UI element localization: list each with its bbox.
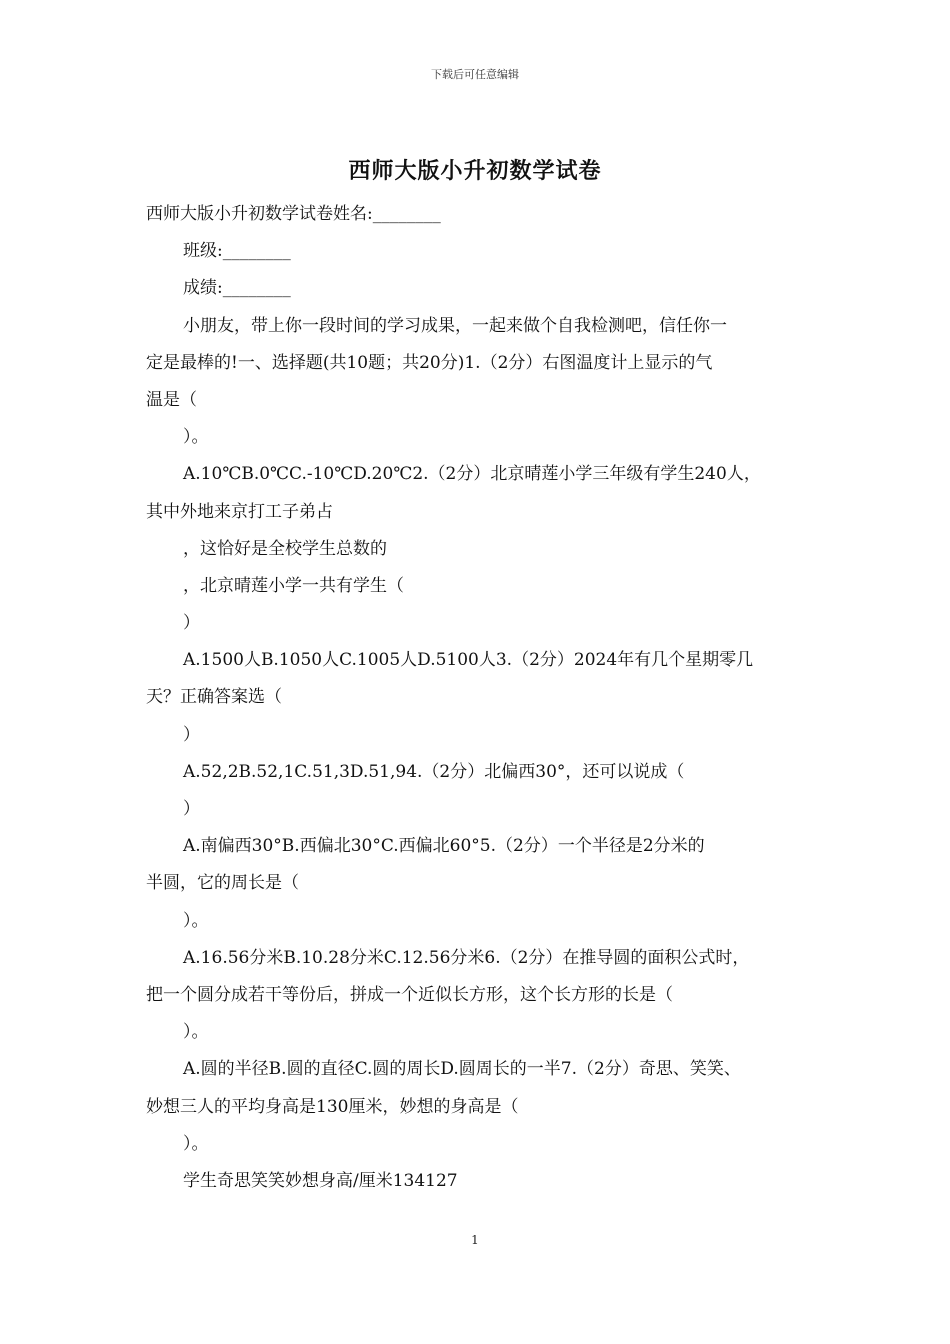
text-line: A.10℃B.0℃C.-10℃D.20℃2.（2分）北京晴莲小学三年级有学生240人， (183, 464, 761, 485)
text-line: A.圆的半径B.圆的直径C.圆的周长D.圆周长的一半7.（2分）奇思、笑笑、 (183, 1059, 741, 1080)
text-line: 学生奇思笑笑妙想身高/厘米134127 (183, 1170, 458, 1191)
text-line: 班级:________ (183, 241, 291, 262)
text-line: A.1500人B.1050人C.1005人D.5100人3.（2分）2024年有几个星期零几 (183, 650, 754, 671)
document-body (146, 196, 810, 1200)
text-line: 成绩:________ (183, 278, 291, 299)
page-number: 1 (471, 1233, 479, 1247)
text-line: 小朋友，带上你一段时间的学习成果，一起来做个自我检测吧，信任你一 (183, 315, 727, 336)
text-line: ） (183, 799, 200, 819)
text-line: 把一个圆分成若干等份后，拼成一个近似长方形，这个长方形的长是（ (146, 984, 673, 1005)
text-line: 天？正确答案选（ (146, 687, 282, 708)
text-line: 半圆，它的周长是（ (146, 873, 299, 894)
text-line: ）。 (183, 427, 209, 448)
header-note: 下载后可任意编辑 (431, 68, 519, 81)
text-line: ）。 (183, 910, 209, 931)
text-line: A.52,2B.52,1C.51,3D.51,94.（2分）北偏西30°，还可以说成（ (183, 761, 685, 782)
text-line: ） (183, 613, 200, 634)
text-line: ，这恰好是全校学生总数的 (183, 538, 387, 559)
text-line: ，北京晴莲小学一共有学生（ (183, 575, 404, 596)
text-line: 其中外地来京打工子弟占 (146, 501, 333, 522)
text-line: A.16.56分米B.10.28分米C.12.56分米6.（2分）在推导圆的面积公式时， (183, 947, 750, 968)
text-line: ）。 (183, 1133, 209, 1154)
document-title: 西师大版小升初数学试卷 (348, 158, 602, 184)
text-line: 温是（ (146, 389, 197, 410)
text-line: 西师大版小升初数学试卷姓名:________ (146, 204, 441, 224)
text-line: ） (183, 724, 200, 745)
text-line: A.南偏西30°B.西偏北30°C.西偏北60°5.（2分）一个半径是2分米的 (183, 836, 705, 857)
text-line: 定是最棒的!一、选择题(共10题；共20分)1.（2分）右图温度计上显示的气 (146, 352, 713, 373)
text-line: ）。 (183, 1022, 209, 1043)
text-line: 妙想三人的平均身高是130厘米，妙想的身高是（ (146, 1096, 519, 1117)
